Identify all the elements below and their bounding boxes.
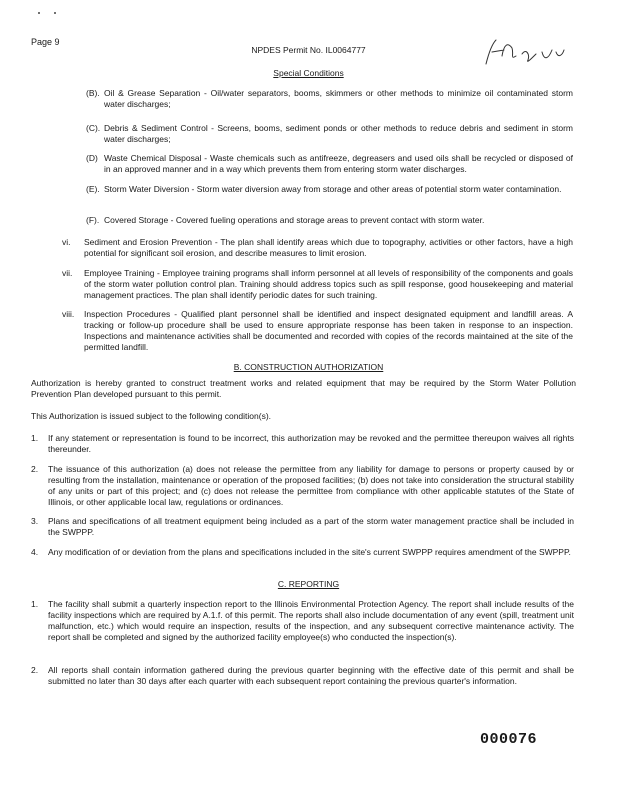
condition-text: If any statement or representation is found to be incorrect, this authorization may be revoked and the permittee thereupon waives all rights thereunder. bbox=[48, 433, 574, 454]
subitem-text: Waste Chemical Disposal - Waste chemicals such as antifreeze, degreasers and used oils shall be recycled or disposed of in an approved manner and in a way which prevents them from entering storm water discharges. bbox=[104, 153, 573, 174]
section-b-intro: Authorization is hereby granted to construct treatment works and related equipment that may be required by the Storm Water Pollution Prevention Plan developed pursuant to this permit. bbox=[31, 378, 576, 399]
subitem-f bbox=[86, 215, 573, 226]
section-c-title: C. REPORTING bbox=[277, 579, 340, 589]
condition-2 bbox=[31, 464, 574, 508]
reporting-item-1 bbox=[31, 599, 574, 643]
section-b-conditions-intro: This Authorization is issued subject to the following condition(s). bbox=[31, 411, 272, 421]
reporting-item-2 bbox=[31, 665, 574, 687]
subitem-mark: (D) bbox=[86, 153, 98, 163]
roman-item-vi bbox=[62, 237, 573, 259]
roman-text: Inspection Procedures - Qualified plant personnel shall be identified and inspect designated equipment and landfill areas. A tracking or follow-up procedure shall be used to ensure appropriate response has been taken in response to an inspection. Inspections and maintenance activities shall be documented and recorded with copies of the records maintained at the site of the permitted landfill. bbox=[84, 309, 573, 352]
condition-mark: 1. bbox=[31, 433, 39, 443]
condition-1 bbox=[31, 433, 574, 455]
subitem-d bbox=[86, 153, 573, 175]
roman-mark: vii. bbox=[62, 268, 73, 278]
subitem-text: Covered Storage - Covered fueling operations and storage areas to prevent contact with storm water. bbox=[104, 215, 485, 225]
document-number: 000076 bbox=[480, 731, 538, 748]
permit-number: NPDES Permit No. IL0064777 bbox=[251, 45, 366, 55]
condition-text: Plans and specifications of all treatment equipment being included as a part of the storm water management practice shall be included in the SWPPP. bbox=[48, 516, 574, 537]
scan-speck bbox=[54, 12, 56, 14]
subitem-c bbox=[86, 123, 573, 145]
subitem-mark: (F). bbox=[86, 215, 100, 225]
roman-item-vii bbox=[62, 268, 573, 301]
condition-mark: 2. bbox=[31, 464, 39, 474]
scan-speck bbox=[38, 12, 40, 14]
roman-text: Employee Training - Employee training programs shall inform personnel at all levels of responsibility of the components and goals of the storm water pollution control plan. Training should address topics such as spill response, good housekeeping and material management practices. The plan shall identify periodic dates for such training. bbox=[84, 268, 573, 300]
reporting-mark: 2. bbox=[31, 665, 39, 675]
reporting-text: All reports shall contain information gathered during the previous quarter beginning with the effective date of this permit and shall be submitted no later than 30 days after each quarter with each subsequent report containing the previous quarter's information. bbox=[48, 665, 574, 686]
roman-item-viii bbox=[62, 309, 573, 353]
subitem-text: Storm Water Diversion - Storm water diversion away from storage and other areas of potential storm water contamination. bbox=[104, 184, 562, 194]
condition-text: The issuance of this authorization (a) does not release the permittee from any liability for damage to persons or property caused by or resulting from the installation, maintenance or operation of the proposed facilities; (b) does not take into consideration the structural stability of any units or part of this project; and (c) does not release the permittee from compliance with other applicable statutes of the State of Illinois, or other applicable local law, regulations or ordinances. bbox=[48, 464, 574, 507]
roman-text: Sediment and Erosion Prevention - The plan shall identify areas which due to topography, activities or other factors, have a high potential for significant soil erosion, and describe measures to limit erosion. bbox=[84, 237, 573, 258]
subitem-text: Oil & Grease Separation - Oil/water separators, booms, skimmers or other methods to minimize oil contaminated storm water discharges; bbox=[104, 88, 573, 109]
section-b-title: B. CONSTRUCTION AUTHORIZATION bbox=[233, 362, 384, 372]
subitem-mark: (E). bbox=[86, 184, 100, 194]
subitem-b bbox=[86, 88, 573, 110]
roman-mark: viii. bbox=[62, 309, 75, 319]
subitem-mark: (B). bbox=[86, 88, 100, 98]
subitem-text: Debris & Sediment Control - Screens, booms, sediment ponds or other methods to reduce debris and sediment in storm water discharges; bbox=[104, 123, 573, 144]
subitem-mark: (C). bbox=[86, 123, 101, 133]
reporting-text: The facility shall submit a quarterly inspection report to the Illinois Environmental Protection Agency. The report shall include results of the facility inspections which are required by A.1.f. of this permit. The reports shall also include documentation of any event (spill, treatment unit malfunction, etc.) which would require an inspection, results of the inspection, and any subsequent corrective maintenance activity. The report shall be completed and signed by the authorized facility employee(s) who conducted the inspection(s). bbox=[48, 599, 574, 642]
condition-text: Any modification of or deviation from the plans and specifications included in the site's current SWPPP requires amendment of the SWPPP. bbox=[48, 547, 571, 557]
condition-mark: 4. bbox=[31, 547, 39, 557]
condition-4 bbox=[31, 547, 574, 558]
condition-3 bbox=[31, 516, 574, 538]
page-label: Page 9 bbox=[31, 37, 60, 47]
reporting-mark: 1. bbox=[31, 599, 39, 609]
section-title: Special Conditions bbox=[273, 68, 344, 78]
roman-mark: vi. bbox=[62, 237, 71, 247]
condition-mark: 3. bbox=[31, 516, 39, 526]
subitem-e bbox=[86, 184, 573, 195]
